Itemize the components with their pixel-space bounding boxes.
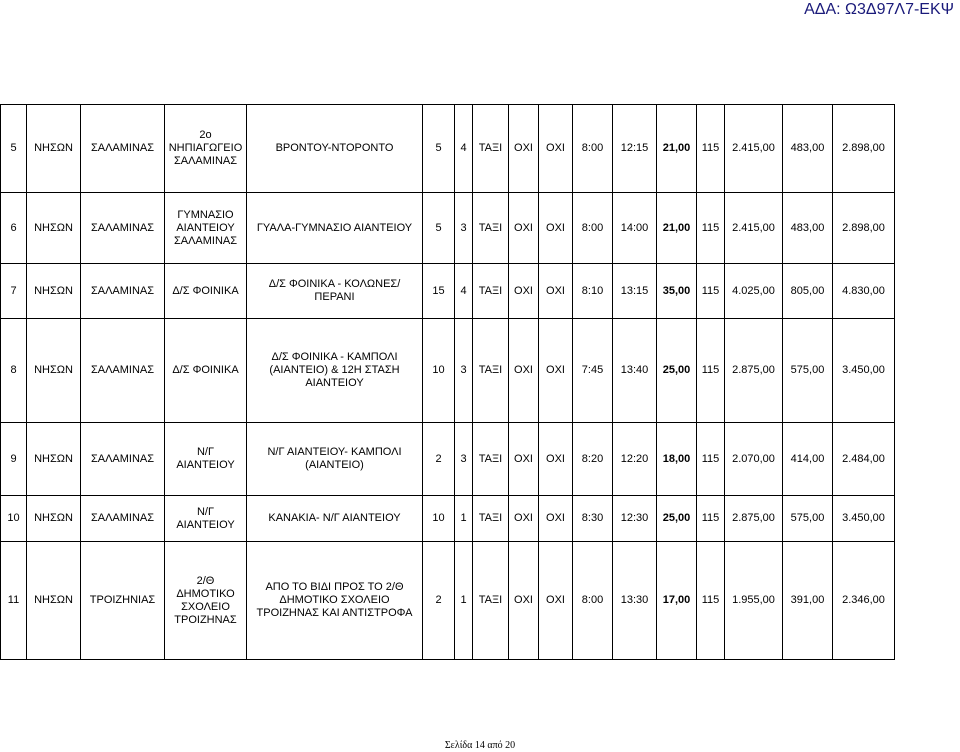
cell-end: 13:15 xyxy=(613,264,657,319)
cell-route: ΓΥΑΛΑ-ΓΥΜΝΑΣΙΟ ΑΙΑΝΤΕΙΟΥ xyxy=(247,193,423,264)
transport-schedule-table xyxy=(0,104,895,660)
cell-col_b: ΟΧΙ xyxy=(539,496,573,542)
cell-end: 12:30 xyxy=(613,496,657,542)
table-row xyxy=(1,319,895,423)
cell-no: 6 xyxy=(1,193,27,264)
cell-vehicle: ΤΑΞΙ xyxy=(473,423,509,496)
cell-vehicle: ΤΑΞΙ xyxy=(473,319,509,423)
cell-days: 115 xyxy=(697,423,725,496)
cell-rate: 17,00 xyxy=(657,542,697,660)
cell-vat_cost: 414,00 xyxy=(783,423,833,496)
cell-start: 8:00 xyxy=(573,105,613,193)
cell-cost: 2.415,00 xyxy=(725,105,783,193)
cell-start: 8:00 xyxy=(573,193,613,264)
cell-students: 3 xyxy=(455,319,473,423)
cell-days: 115 xyxy=(697,496,725,542)
cell-school: ΓΥΜΝΑΣΙΟ ΑΙΑΝΤΕΙΟΥ ΣΑΛΑΜΙΝΑΣ xyxy=(165,193,247,264)
cell-dimos: ΣΑΛΑΜΙΝΑΣ xyxy=(81,105,165,193)
cell-cost: 2.875,00 xyxy=(725,319,783,423)
table-row xyxy=(1,496,895,542)
cell-total: 2.346,00 xyxy=(833,542,895,660)
cell-total: 4.830,00 xyxy=(833,264,895,319)
cell-col_b: ΟΧΙ xyxy=(539,542,573,660)
cell-nomos: ΝΗΣΩΝ xyxy=(27,542,81,660)
cell-cost: 2.415,00 xyxy=(725,193,783,264)
cell-end: 13:40 xyxy=(613,319,657,423)
cell-cost: 4.025,00 xyxy=(725,264,783,319)
table-row xyxy=(1,423,895,496)
cell-school: 2/Θ ΔΗΜΟΤΙΚΟ ΣΧΟΛΕΙΟ ΤΡΟΙΖΗΝΑΣ xyxy=(165,542,247,660)
cell-total: 3.450,00 xyxy=(833,496,895,542)
table-row xyxy=(1,193,895,264)
cell-school: Ν/Γ ΑΙΑΝΤΕΙΟΥ xyxy=(165,423,247,496)
cell-total: 2.484,00 xyxy=(833,423,895,496)
cell-school: Ν/Γ ΑΙΑΝΤΕΙΟΥ xyxy=(165,496,247,542)
cell-col_a: ΟΧΙ xyxy=(509,496,539,542)
cell-no: 9 xyxy=(1,423,27,496)
cell-rate: 21,00 xyxy=(657,105,697,193)
cell-vat_cost: 805,00 xyxy=(783,264,833,319)
cell-students: 4 xyxy=(455,105,473,193)
table-row xyxy=(1,105,895,193)
cell-vehicle: ΤΑΞΙ xyxy=(473,264,509,319)
cell-route: Δ/Σ ΦΟΙΝΙΚΑ - ΚΟΛΩΝΕΣ/ΠΕΡΑΝΙ xyxy=(247,264,423,319)
cell-col_b: ΟΧΙ xyxy=(539,264,573,319)
cell-vat_cost: 391,00 xyxy=(783,542,833,660)
cell-start: 8:10 xyxy=(573,264,613,319)
cell-students: 4 xyxy=(455,264,473,319)
cell-km: 2 xyxy=(423,423,455,496)
cell-km: 5 xyxy=(423,105,455,193)
cell-cost: 2.070,00 xyxy=(725,423,783,496)
cell-total: 2.898,00 xyxy=(833,105,895,193)
cell-no: 5 xyxy=(1,105,27,193)
cell-days: 115 xyxy=(697,319,725,423)
cell-total: 2.898,00 xyxy=(833,193,895,264)
cell-rate: 18,00 xyxy=(657,423,697,496)
page-number: Σελίδα 14 από 20 xyxy=(444,740,516,751)
cell-days: 115 xyxy=(697,542,725,660)
cell-route: ΚΑΝΑΚΙΑ- Ν/Γ ΑΙΑΝΤΕΙΟΥ xyxy=(247,496,423,542)
cell-start: 8:30 xyxy=(573,496,613,542)
cell-km: 10 xyxy=(423,319,455,423)
cell-end: 12:20 xyxy=(613,423,657,496)
cell-nomos: ΝΗΣΩΝ xyxy=(27,105,81,193)
cell-vat_cost: 575,00 xyxy=(783,319,833,423)
cell-end: 14:00 xyxy=(613,193,657,264)
cell-total: 3.450,00 xyxy=(833,319,895,423)
cell-route: ΒΡΟΝΤΟΥ-ΝΤΟΡΟΝΤΟ xyxy=(247,105,423,193)
cell-route: ΑΠΟ ΤΟ ΒΙΔΙ ΠΡΟΣ ΤΟ 2/Θ ΔΗΜΟΤΙΚΟ ΣΧΟΛΕΙΟ ΤΡΟΙΖΗΝΑΣ ΚΑΙ ΑΝΤΙΣΤΡΟΦΑ xyxy=(247,542,423,660)
cell-start: 8:00 xyxy=(573,542,613,660)
table-row xyxy=(1,264,895,319)
cell-no: 8 xyxy=(1,319,27,423)
cell-vat_cost: 575,00 xyxy=(783,496,833,542)
cell-dimos: ΤΡΟΙΖΗΝΙΑΣ xyxy=(81,542,165,660)
cell-col_a: ΟΧΙ xyxy=(509,264,539,319)
cell-days: 115 xyxy=(697,193,725,264)
cell-dimos: ΣΑΛΑΜΙΝΑΣ xyxy=(81,496,165,542)
cell-km: 2 xyxy=(423,542,455,660)
cell-vat_cost: 483,00 xyxy=(783,105,833,193)
cell-nomos: ΝΗΣΩΝ xyxy=(27,319,81,423)
cell-nomos: ΝΗΣΩΝ xyxy=(27,193,81,264)
cell-col_b: ΟΧΙ xyxy=(539,105,573,193)
cell-col_a: ΟΧΙ xyxy=(509,319,539,423)
cell-col_a: ΟΧΙ xyxy=(509,542,539,660)
cell-vehicle: ΤΑΞΙ xyxy=(473,496,509,542)
cell-no: 11 xyxy=(1,542,27,660)
cell-vehicle: ΤΑΞΙ xyxy=(473,105,509,193)
cell-dimos: ΣΑΛΑΜΙΝΑΣ xyxy=(81,319,165,423)
cell-col_a: ΟΧΙ xyxy=(509,423,539,496)
cell-route: Ν/Γ ΑΙΑΝΤΕΙΟΥ- ΚΑΜΠΟΛΙ (ΑΙΑΝΤΕΙΟ) xyxy=(247,423,423,496)
cell-school: Δ/Σ ΦΟΙΝΙΚΑ xyxy=(165,264,247,319)
cell-days: 115 xyxy=(697,105,725,193)
cell-col_a: ΟΧΙ xyxy=(509,193,539,264)
cell-nomos: ΝΗΣΩΝ xyxy=(27,423,81,496)
cell-nomos: ΝΗΣΩΝ xyxy=(27,264,81,319)
cell-route: Δ/Σ ΦΟΙΝΙΚΑ - ΚΑΜΠΟΛΙ (ΑΙΑΝΤΕΙΟ) & 12Η ΣΤΑΣΗ ΑΙΑΝΤΕΙΟΥ xyxy=(247,319,423,423)
cell-school: Δ/Σ ΦΟΙΝΙΚΑ xyxy=(165,319,247,423)
cell-rate: 25,00 xyxy=(657,496,697,542)
cell-nomos: ΝΗΣΩΝ xyxy=(27,496,81,542)
cell-vehicle: ΤΑΞΙ xyxy=(473,193,509,264)
cell-dimos: ΣΑΛΑΜΙΝΑΣ xyxy=(81,264,165,319)
cell-no: 7 xyxy=(1,264,27,319)
cell-students: 3 xyxy=(455,193,473,264)
cell-km: 10 xyxy=(423,496,455,542)
cell-km: 5 xyxy=(423,193,455,264)
table-row xyxy=(1,542,895,660)
cell-rate: 25,00 xyxy=(657,319,697,423)
cell-students: 1 xyxy=(455,542,473,660)
cell-dimos: ΣΑΛΑΜΙΝΑΣ xyxy=(81,193,165,264)
cell-no: 10 xyxy=(1,496,27,542)
cell-start: 8:20 xyxy=(573,423,613,496)
cell-col_b: ΟΧΙ xyxy=(539,193,573,264)
cell-start: 7:45 xyxy=(573,319,613,423)
cell-col_b: ΟΧΙ xyxy=(539,423,573,496)
cell-end: 12:15 xyxy=(613,105,657,193)
cell-end: 13:30 xyxy=(613,542,657,660)
cell-cost: 2.875,00 xyxy=(725,496,783,542)
cell-col_a: ΟΧΙ xyxy=(509,105,539,193)
cell-students: 3 xyxy=(455,423,473,496)
cell-students: 1 xyxy=(455,496,473,542)
cell-rate: 35,00 xyxy=(657,264,697,319)
cell-school: 2ο ΝΗΠΙΑΓΩΓΕΙΟ ΣΑΛΑΜΙΝΑΣ xyxy=(165,105,247,193)
cell-col_b: ΟΧΙ xyxy=(539,319,573,423)
ada-code: ΑΔΑ: Ω3Δ97Λ7-ΕΚΨ xyxy=(804,1,954,18)
cell-dimos: ΣΑΛΑΜΙΝΑΣ xyxy=(81,423,165,496)
cell-vat_cost: 483,00 xyxy=(783,193,833,264)
cell-km: 15 xyxy=(423,264,455,319)
cell-days: 115 xyxy=(697,264,725,319)
cell-vehicle: ΤΑΞΙ xyxy=(473,542,509,660)
cell-rate: 21,00 xyxy=(657,193,697,264)
cell-cost: 1.955,00 xyxy=(725,542,783,660)
